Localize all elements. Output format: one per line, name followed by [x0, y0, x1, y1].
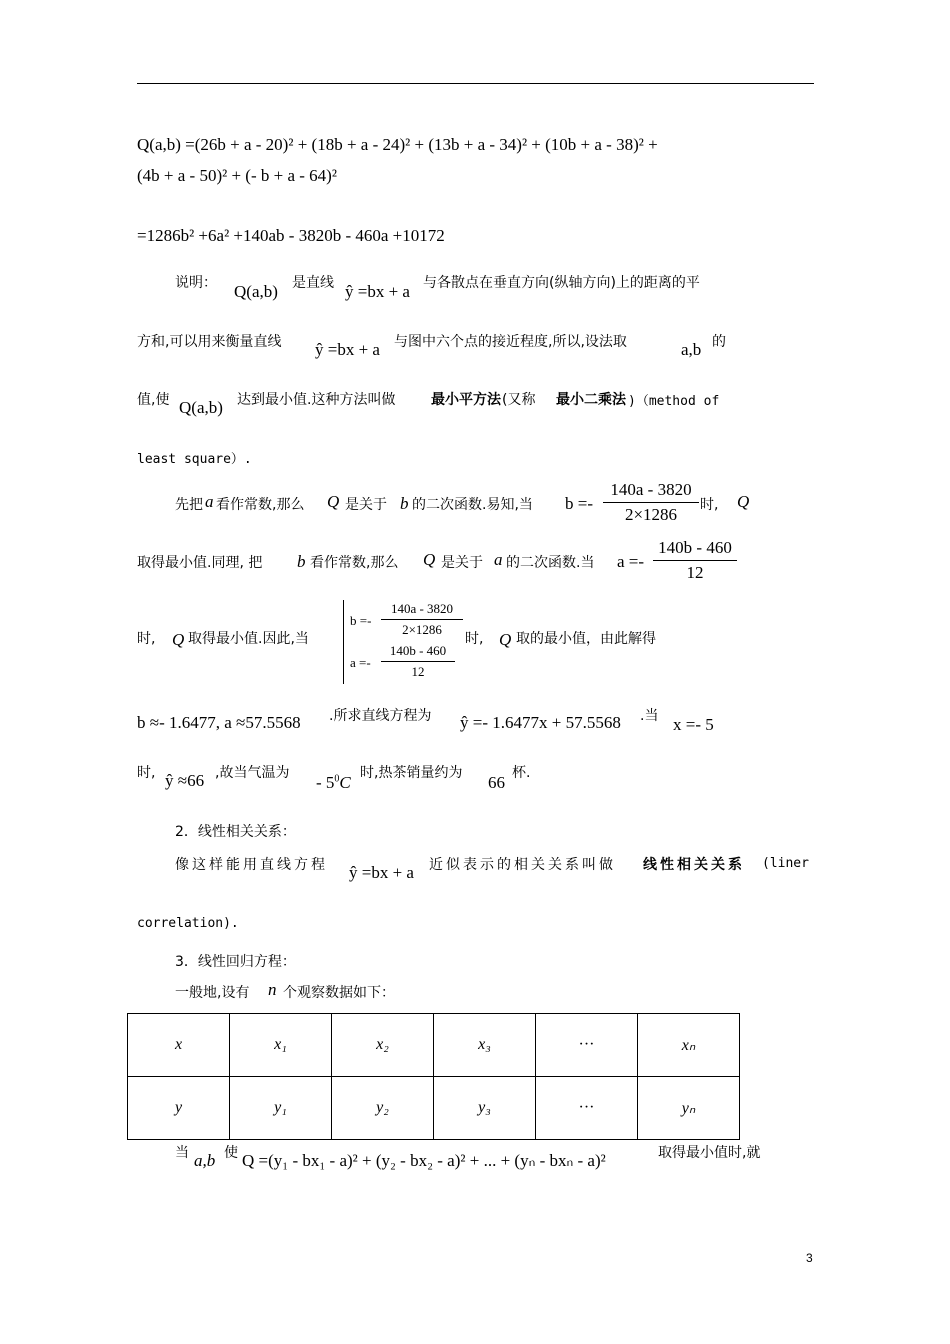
p2-l3c: 时,: [465, 631, 484, 647]
p2-Q3: Q: [423, 550, 436, 569]
section3-l1a: 一般地,设有: [175, 985, 250, 1001]
line-eq-2: ŷ =bx + a: [315, 340, 380, 359]
p2-l5g: 杯.: [512, 765, 531, 781]
final-ab: a,b: [194, 1151, 216, 1170]
fraction-a-den: 12: [686, 563, 704, 582]
cups-value: 66: [488, 773, 505, 792]
p2-Q4: Q: [172, 630, 185, 649]
p2-l5c: ,故当气温为: [215, 765, 290, 781]
table-cell: y: [128, 1077, 230, 1140]
p2-Q5: Q: [499, 630, 512, 649]
final-l1a: 当: [175, 1145, 189, 1161]
p2-l2a: 取得最小值.同理, 把: [137, 555, 263, 571]
ab-vars: a,b: [681, 340, 702, 359]
table-cell: ···: [536, 1014, 638, 1077]
section3-heading: 3．线性回归方程：: [175, 954, 296, 970]
p2-l2d: 的二次函数.当: [506, 555, 595, 571]
p2-b-eq: b =-: [565, 494, 593, 513]
p2-l3a: 时,: [137, 631, 156, 647]
solution-values: b ≈- 1.6477, a ≈57.5568: [137, 713, 301, 732]
fraction-b-bar: [603, 502, 699, 503]
table-cell: xₙ: [638, 1014, 740, 1077]
regression-line: ŷ =- 1.6477x + 57.5568: [460, 713, 621, 732]
section2-eq: ŷ =bx + a: [349, 863, 414, 882]
section2-l1c: (liner: [762, 856, 809, 871]
p2-l5a: 时,: [137, 765, 156, 781]
table-cell: x₂: [332, 1014, 434, 1077]
p2-a: a: [205, 492, 214, 511]
fraction-a: [653, 538, 737, 583]
p2-a-eq: a =-: [617, 552, 645, 571]
p2-l2c: 是关于: [441, 555, 483, 571]
table-cell: ···: [536, 1077, 638, 1140]
p2-l3b: 取得最小值.因此,当: [188, 631, 309, 647]
sys-fraction-a-den: 12: [411, 664, 425, 679]
sys-fraction-b-bar: [381, 619, 463, 620]
p2-l4b: .所求直线方程为: [329, 708, 432, 724]
section3-l1b: 个观察数据如下：: [283, 985, 395, 1001]
y-hat-value: ŷ ≈66: [165, 771, 205, 790]
note-line3b: 达到最小值.这种方法叫做: [237, 392, 396, 408]
temperature: [316, 773, 351, 793]
temperature-unit: C: [339, 773, 351, 792]
p2-l1a: 先把: [175, 497, 203, 513]
sys-fraction-a: [381, 643, 455, 680]
p2-l1c: 是关于: [345, 497, 387, 513]
system-brace: [343, 600, 349, 684]
section2-l2: correlation).: [137, 916, 239, 931]
sys-fraction-a-bar: [381, 661, 455, 662]
p2-l3d: 取的最小值，由此解得: [516, 631, 656, 647]
header-rule: [137, 83, 814, 84]
fraction-a-bar: [653, 560, 737, 561]
term-linear-correlation: 线性相关关系: [643, 857, 745, 873]
table-cell: y₃: [434, 1077, 536, 1140]
temperature-degree: 0: [334, 773, 340, 785]
p2-Q: Q: [327, 492, 340, 511]
note-line3c: (又称: [502, 392, 536, 408]
q-ab: Q(a,b): [234, 282, 278, 301]
table-cell: yₙ: [638, 1077, 740, 1140]
table-cell: y₂: [332, 1077, 434, 1140]
final-q-equation: Q =(y₁ - bx₁ - a)² + (y₂ - bx₂ - a)² + ... + (yₙ - bxₙ - a)²: [242, 1151, 606, 1170]
note-line2a: 方和,可以用来衡量直线: [137, 334, 282, 350]
sys-fraction-b-den: 2×1286: [402, 622, 442, 637]
fraction-b-num: 140a - 3820: [610, 480, 692, 499]
note-line2c: 的: [712, 334, 726, 350]
note-line4: least square）.: [137, 452, 252, 467]
page-number: 3: [806, 1251, 813, 1265]
sys-fraction-a-num: 140b - 460: [389, 643, 447, 658]
table-cell: x: [128, 1014, 230, 1077]
note-line3d: )（method of: [628, 394, 720, 409]
sys-fraction-b-num: 140a - 3820: [390, 601, 454, 616]
p2-a2: a: [494, 550, 503, 569]
observation-table: [127, 1013, 740, 1140]
note-line3a: 值,使: [137, 392, 170, 408]
p2-b: b: [400, 494, 409, 513]
x-value: x =- 5: [673, 715, 714, 734]
fraction-b-den: 2×1286: [624, 505, 678, 524]
p2-l4d: .当: [640, 708, 659, 724]
table-cell: x₃: [434, 1014, 536, 1077]
term-least-squares-alt: 最小二乘法: [556, 392, 626, 408]
table-row-y: [128, 1077, 740, 1140]
q-equation-line2: (4b + a - 50)² + (- b + a - 64)²: [137, 166, 337, 185]
note-line2b: 与图中六个点的接近程度,所以,设法取: [394, 334, 627, 350]
section2-l1a: 像这样能用直线方程: [175, 857, 328, 873]
final-l1c: 取得最小值时,就: [658, 1145, 761, 1161]
p2-l1b: 看作常数,那么: [216, 497, 305, 513]
table-cell: x₁: [230, 1014, 332, 1077]
table-cell: y₁: [230, 1077, 332, 1140]
note-lead: 说明：: [175, 275, 217, 291]
q-expanded: =1286b² +6a² +140ab - 3820b - 460a +10172: [137, 226, 445, 245]
note-text1: 是直线: [292, 275, 334, 291]
sys-b-eq: b =-: [350, 613, 372, 628]
p2-l1e: 时,: [700, 497, 719, 513]
section3-n: n: [268, 980, 277, 999]
sys-a-eq: a =-: [350, 655, 371, 670]
line-eq-1: ŷ =bx + a: [345, 282, 410, 301]
p2-l2b: 看作常数,那么: [310, 555, 399, 571]
fraction-b: [603, 480, 699, 525]
fraction-a-num: 140b - 460: [658, 538, 732, 557]
q-ab-2: Q(a,b): [179, 398, 223, 417]
p2-l5e: 时,热茶销量约为: [360, 765, 463, 781]
p2-Q2: Q: [737, 492, 750, 511]
section2-l1b: 近似表示的相关关系叫做: [429, 857, 616, 873]
note-text2: 与各散点在垂直方向(纵轴方向)上的距离的平: [423, 275, 700, 291]
final-l1b: 使: [224, 1145, 238, 1161]
table-row-x: [128, 1014, 740, 1077]
q-equation-line1: Q(a,b) =(26b + a - 20)² + (18b + a - 24)² + (13b + a - 34)² + (10b + a - 38)² +: [137, 135, 658, 154]
p2-b2: b: [297, 552, 306, 571]
section2-heading: 2．线性相关关系：: [175, 824, 296, 840]
p2-l1d: 的二次函数.易知,当: [412, 497, 533, 513]
sys-fraction-b: [381, 601, 463, 638]
temperature-value: - 5: [316, 773, 335, 792]
term-least-squares: 最小平方法: [431, 392, 501, 408]
